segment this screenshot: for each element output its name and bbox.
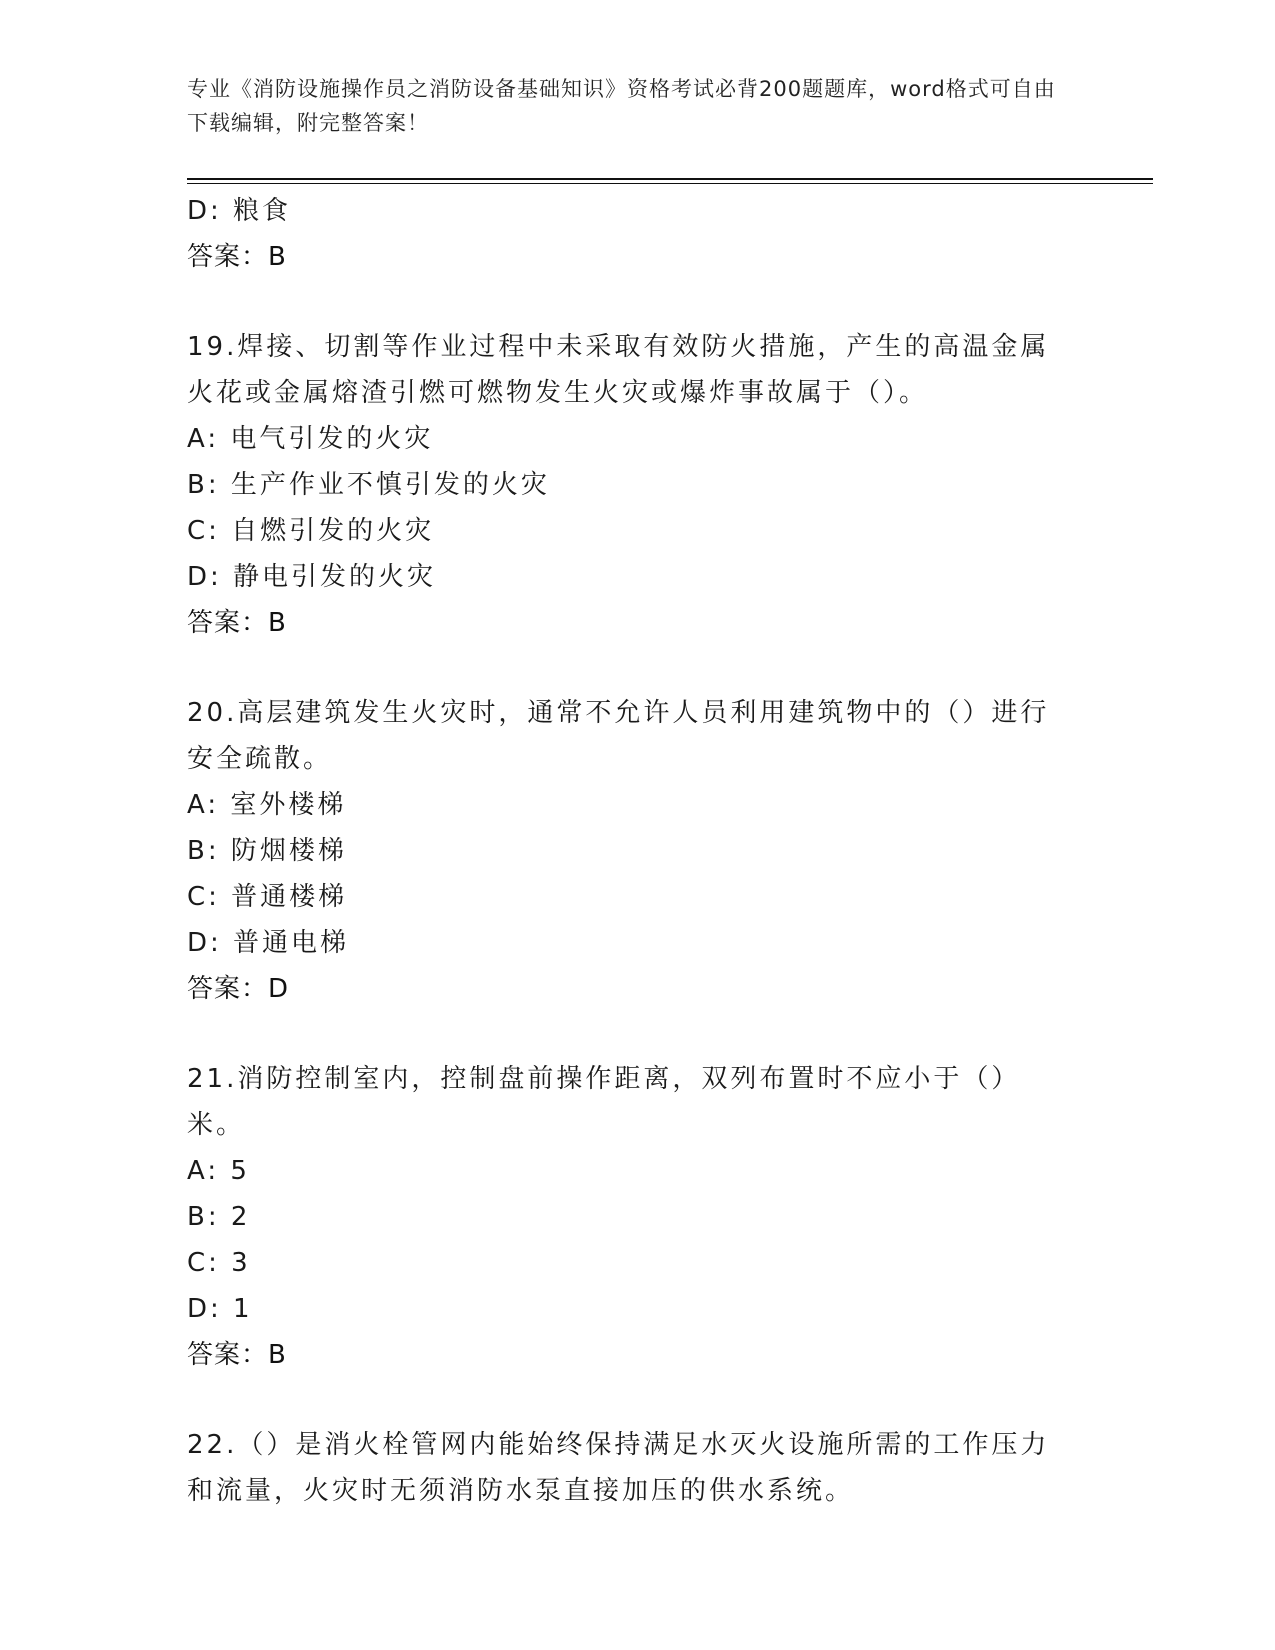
option-a: A: 5 <box>187 1156 250 1186</box>
option-d: D: 静电引发的火灾 <box>187 562 437 592</box>
answer-label: 答案：B <box>187 1340 287 1370</box>
question-20 <box>187 690 1087 1012</box>
answer-label: 答案：B <box>187 242 287 272</box>
option-a: A: 电气引发的火灾 <box>187 424 434 454</box>
option-d: D: 粮食 <box>187 196 292 226</box>
question-21 <box>187 1056 1087 1378</box>
question-stem: 22.（）是消火栓管网内能始终保持满足水灭火设施所需的工作压力和流量，火灾时无须消防水泵直接加压的供水系统。 <box>187 1430 1050 1506</box>
question-22 <box>187 1422 1087 1514</box>
option-c: C: 普通楼梯 <box>187 882 348 912</box>
page-header: 专业《消防设施操作员之消防设备基础知识》资格考试必背200题题库，word格式可自由下载编辑，附完整答案！ <box>187 77 1056 135</box>
question-stem: 21.消防控制室内，控制盘前操作距离，双列布置时不应小于（）米。 <box>187 1064 1021 1140</box>
question-stem: 20.高层建筑发生火灾时，通常不允许人员利用建筑物中的（）进行安全疏散。 <box>187 698 1050 774</box>
question-stem: 19.焊接、切割等作业过程中未采取有效防火措施，产生的高温金属火花或金属熔渣引燃可燃物发生火灾或爆炸事故属于（）。 <box>187 332 1050 408</box>
option-c: C: 3 <box>187 1248 251 1278</box>
question-list <box>187 188 1087 1514</box>
option-b: B: 2 <box>187 1202 251 1232</box>
answer-label: 答案：B <box>187 608 287 638</box>
option-b: B: 防烟楼梯 <box>187 836 347 866</box>
option-d: D: 1 <box>187 1294 253 1324</box>
option-b: B: 生产作业不慎引发的火灾 <box>187 470 550 500</box>
option-a: A: 室外楼梯 <box>187 790 347 820</box>
option-d: D: 普通电梯 <box>187 928 350 958</box>
header-rule-thin <box>187 183 1153 184</box>
header-rule-thick <box>187 178 1153 180</box>
question-18-tail <box>187 188 1087 280</box>
answer-label: 答案：D <box>187 974 290 1004</box>
option-c: C: 自燃引发的火灾 <box>187 516 435 546</box>
question-19 <box>187 324 1087 646</box>
